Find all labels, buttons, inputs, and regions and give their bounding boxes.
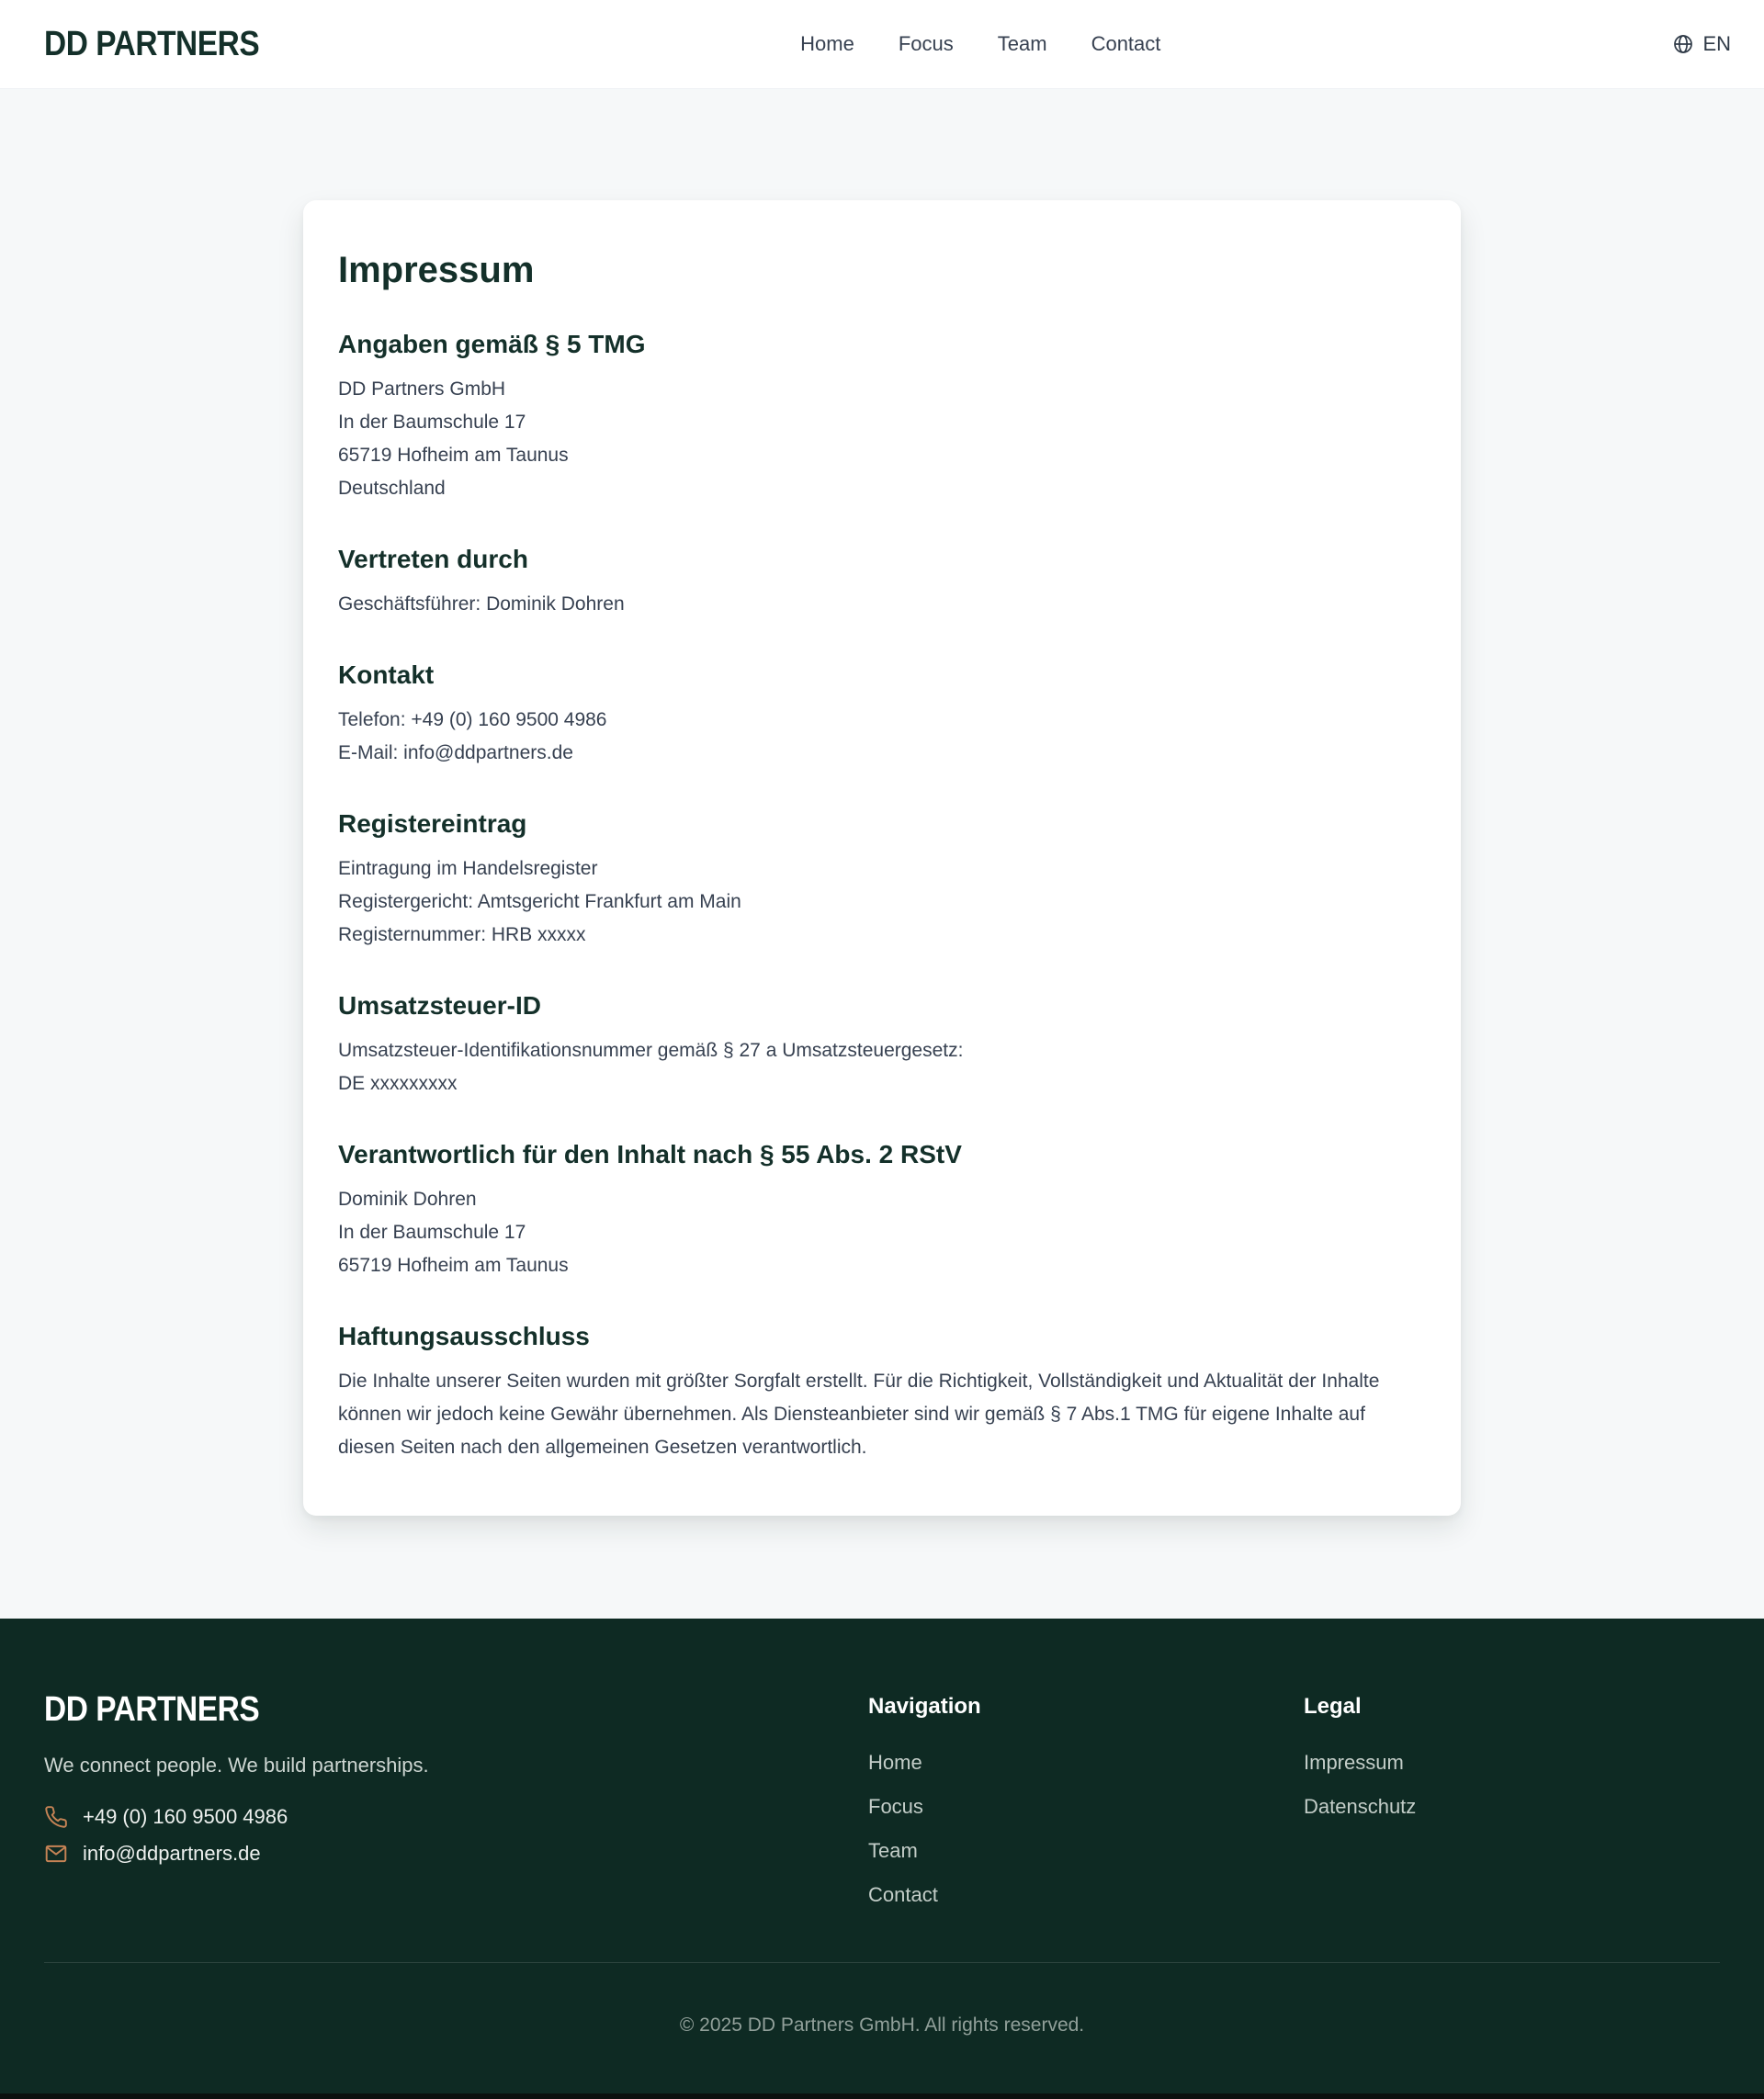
page-content [0, 89, 1764, 1619]
section-line: 65719 Hofheim am Taunus [338, 1255, 569, 1276]
footer-nav-home[interactable]: Home [868, 1751, 922, 1774]
footer-legal-datenschutz[interactable]: Datenschutz [1304, 1795, 1417, 1818]
section-line: Umsatzsteuer-Identifikationsnummer gemäß § 27 a Umsatzsteuergesetz: [338, 1040, 964, 1061]
impressum-card [303, 200, 1461, 1516]
section-heading: Umsatzsteuer-ID [338, 991, 541, 1020]
section-line: DE xxxxxxxxx [338, 1073, 458, 1094]
globe-icon [1672, 33, 1694, 55]
section-line: Geschäftsführer: Dominik Dohren [338, 593, 625, 615]
section-line: In der Baumschule 17 [338, 1222, 526, 1243]
section-vertreten-durch [338, 544, 1426, 621]
section-heading: Vertreten durch [338, 545, 528, 573]
footer-tagline: We connect people. We build partnerships. [44, 1754, 429, 1777]
footer-phone-text: +49 (0) 160 9500 4986 [83, 1805, 288, 1828]
section-line: Registernummer: HRB xxxxx [338, 924, 586, 945]
footer-nav-contact[interactable]: Contact [868, 1883, 938, 1906]
footer-brand [44, 1690, 868, 1866]
footer-legal-impressum[interactable]: Impressum [1304, 1751, 1404, 1774]
footer-copyright: © 2025 DD Partners GmbH. All rights reserved. [679, 2014, 1085, 2036]
footer-nav-focus[interactable]: Focus [868, 1795, 923, 1818]
footer-phone-link[interactable] [44, 1805, 868, 1829]
page-title: Impressum [338, 250, 535, 290]
section-registereintrag [338, 808, 1426, 952]
section-line: Registergericht: Amtsgericht Frankfurt am Main [338, 891, 741, 912]
section-line: In der Baumschule 17 [338, 412, 526, 433]
section-heading: Haftungsausschluss [338, 1322, 590, 1350]
section-line: Deutschland [338, 478, 446, 499]
nav-contact[interactable]: Contact [1091, 32, 1161, 55]
section-heading: Angaben gemäß § 5 TMG [338, 330, 646, 358]
section-verantwortlich [338, 1139, 1426, 1282]
nav-focus[interactable]: Focus [898, 32, 954, 55]
section-paragraph: Die Inhalte unserer Seiten wurden mit größter Sorgfalt erstellt. Für die Richtigkeit, Vollständigkeit und Aktualität der Inhalte können wir jedoch keine Gewähr übernehmen. Als Diensteanbieter sind wir gemäß § 7 Abs.1 TMG für eigene Inhalte auf diesen Seiten nach den allgemeinen Gesetzen verantwortlich. [338, 1371, 1380, 1458]
footer-logo[interactable]: DD PARTNERS [44, 1690, 260, 1729]
section-line: Dominik Dohren [338, 1189, 477, 1210]
bottom-strip [0, 2093, 1764, 2099]
section-heading: Registereintrag [338, 809, 527, 838]
section-heading: Verantwortlich für den Inhalt nach § 55 Abs. 2 RStV [338, 1140, 962, 1168]
site-header [0, 0, 1764, 89]
footer-navigation-title: Navigation [868, 1694, 981, 1719]
nav-team[interactable]: Team [997, 32, 1047, 55]
site-logo[interactable]: DD PARTNERS [44, 24, 260, 63]
mail-icon [44, 1842, 68, 1866]
section-angaben-tmg [338, 329, 1426, 505]
footer-email-link[interactable] [44, 1842, 868, 1866]
footer-nav-team[interactable]: Team [868, 1839, 918, 1862]
section-line: E-Mail: info@ddpartners.de [338, 742, 573, 763]
main-nav [800, 32, 1160, 56]
nav-home[interactable]: Home [800, 32, 854, 55]
footer-navigation [868, 1690, 1304, 1909]
site-footer [0, 1619, 1764, 2099]
footer-legal [1304, 1690, 1416, 1821]
section-umsatzsteuer-id [338, 990, 1426, 1100]
phone-icon [44, 1805, 68, 1829]
language-switcher[interactable] [1672, 32, 1731, 56]
section-line: 65719 Hofheim am Taunus [338, 445, 569, 466]
section-haftungsausschluss [338, 1321, 1426, 1464]
language-label: EN [1702, 32, 1731, 55]
section-heading: Kontakt [338, 660, 435, 689]
footer-legal-title: Legal [1304, 1694, 1362, 1719]
section-kontakt [338, 660, 1426, 770]
section-line: DD Partners GmbH [338, 378, 506, 400]
section-line: Eintragung im Handelsregister [338, 858, 598, 879]
footer-columns [0, 1619, 1764, 1909]
footer-email-text: info@ddpartners.de [83, 1842, 261, 1865]
section-line: Telefon: +49 (0) 160 9500 4986 [338, 709, 607, 730]
